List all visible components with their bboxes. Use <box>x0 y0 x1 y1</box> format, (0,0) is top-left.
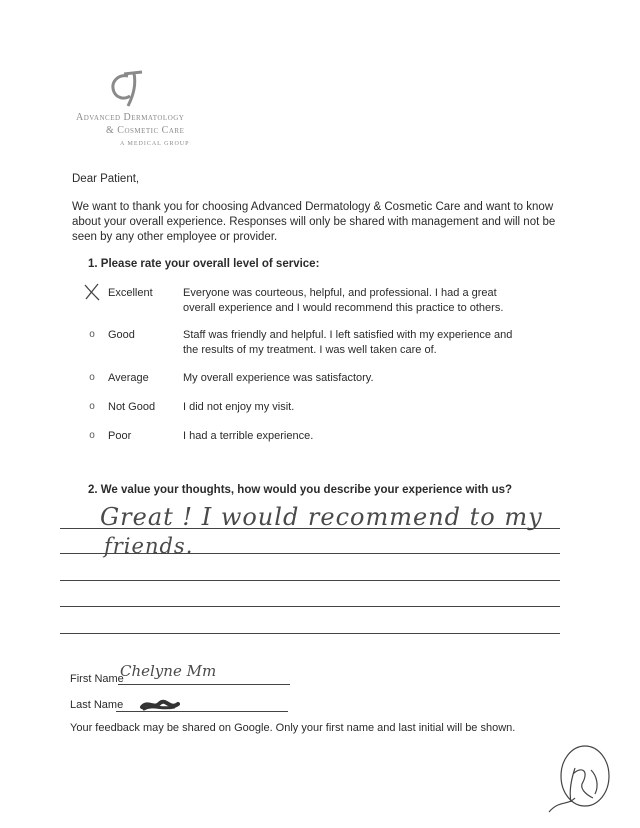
option-description: Everyone was courteous, helpful, and professional. I had a great overall experience and I would recommend this practice to others. <box>183 287 504 314</box>
redacted-last-name-icon <box>140 698 180 712</box>
practice-logo <box>68 70 198 155</box>
first-name-field[interactable] <box>118 684 290 685</box>
first-name-label: First Name <box>70 673 124 685</box>
google-sharing-note: Your feedback may be shared on Google. Only your first name and last initial will be shown. <box>70 722 516 734</box>
answer-line[interactable] <box>60 606 560 607</box>
intro-paragraph: We want to thank you for choosing Advanced Dermatology & Cosmetic Care and want to know about your overall experience. Responses will only be shared with management and will not be seen by any other employee or provider. <box>72 201 556 243</box>
radio-circle[interactable]: o <box>89 372 95 383</box>
option-description: I did not enjoy my visit. <box>183 401 295 413</box>
salutation: Dear Patient, <box>72 173 140 185</box>
radio-circle[interactable]: o <box>89 329 95 340</box>
radio-circle[interactable]: o <box>89 401 95 412</box>
option-label: Poor <box>108 430 132 442</box>
option-label: Good <box>108 329 135 341</box>
handwritten-answer-line2: friends. <box>104 534 194 558</box>
question-2-heading: 2. We value your thoughts, how would you describe your experience with us? <box>88 484 513 496</box>
answer-line[interactable] <box>60 580 560 581</box>
logo-text-line3: A MEDICAL GROUP <box>120 141 190 147</box>
option-label: Excellent <box>108 287 153 299</box>
first-name-value: Chelyne Mm <box>120 662 217 680</box>
logo-text-line2: & Cosmetic Care <box>106 125 185 136</box>
initials-signature-icon <box>545 740 615 815</box>
option-description: I had a terrible experience. <box>183 430 314 442</box>
handwritten-answer-line1: Great ! I would recommend to my <box>100 503 543 531</box>
logo-mark-icon <box>106 70 152 110</box>
logo-text-line1: Advanced Dermatology <box>76 112 185 123</box>
answer-line[interactable] <box>60 633 560 634</box>
option-description: Staff was friendly and helpful. I left satisfied with my experience and the results of my treatment. I was well taken care of. <box>183 329 513 356</box>
last-name-label: Last Name <box>70 699 124 711</box>
question-1-heading: 1. Please rate your overall level of service: <box>88 258 320 270</box>
option-label: Not Good <box>108 401 156 413</box>
option-label: Average <box>108 372 149 384</box>
option-description: My overall experience was satisfactory. <box>183 372 374 384</box>
x-check-icon <box>82 282 102 302</box>
radio-circle[interactable]: o <box>89 430 95 441</box>
